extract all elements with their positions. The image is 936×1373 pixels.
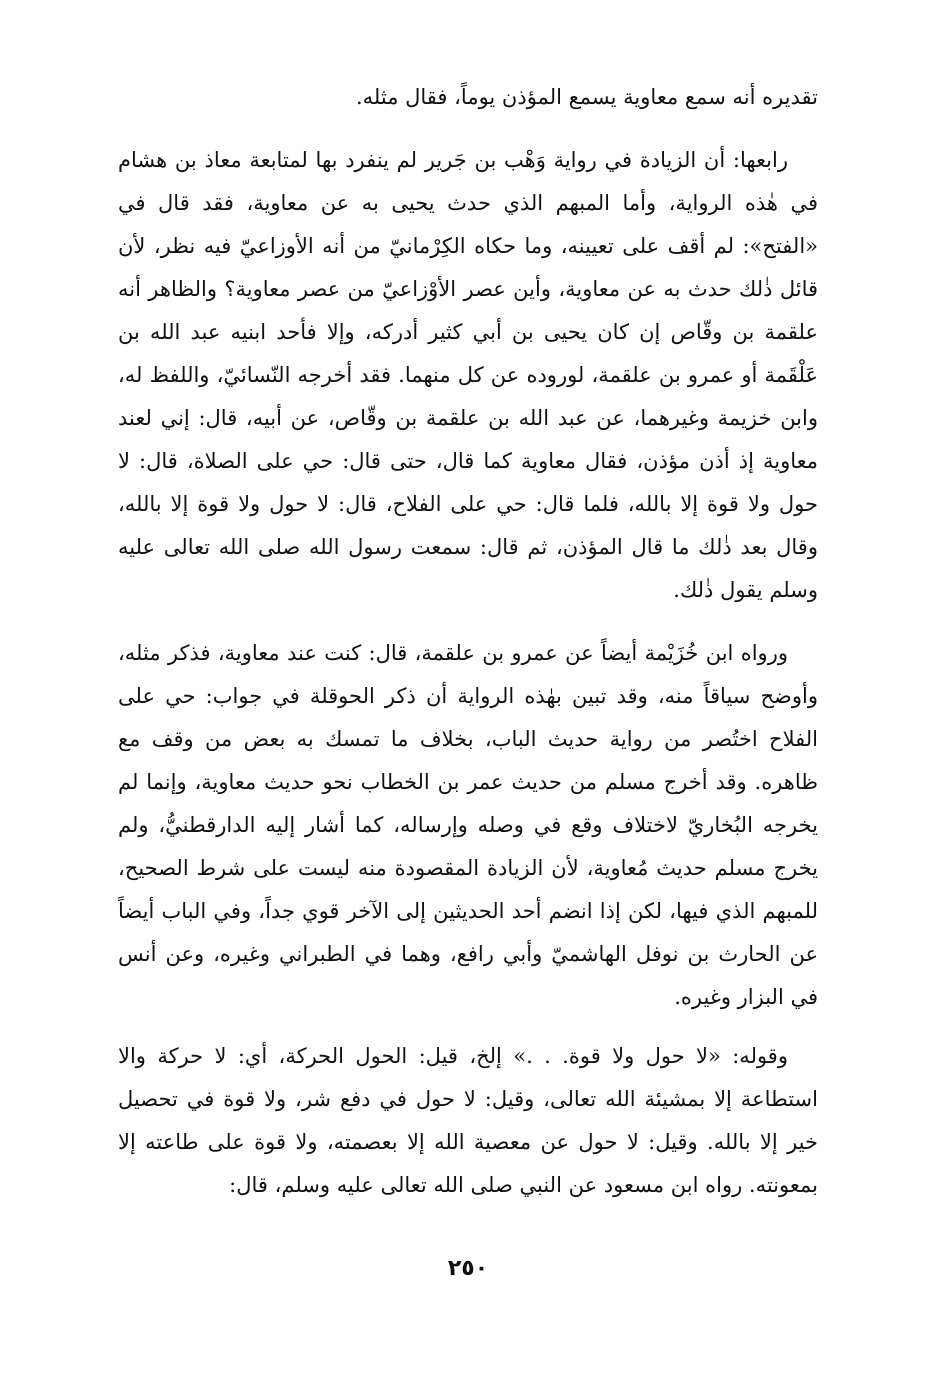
paragraph-la-hawla: وقوله: «لا حول ولا قوة. . .» إلخ، قيل: الحول الحركة، أي: لا حركة والا استطاعة إلا بمشيئة الله تعالى، وقيل: لا حول في دفع شر، ولا قوة في تحصيل خير إلا بالله. وقيل: لا حول عن معصية الله إلا بعصمته، ولا قوة على طاعته إلا بمعونته. رواه ابن مسعود عن النبي صلى الله تعالى عليه وسلم، قال: <box>118 1044 818 1197</box>
paragraph-ibn-khuzaymah: ورواه ابن خُزَيْمة أيضاً عن عمرو بن علقمة، قال: كنت عند معاوية، فذكر مثله، وأوضح سياقاً منه، وقد تبين بهٰذه الرواية أن ذكر الحوقلة في جواب: حي على الفلاح اختُصر من رواية حديث الباب، بخلاف ما تمسك به بعض من وقف مع ظاهره. وقد أخرج مسلم من حديث عمر بن الخطاب نحو حديث معاوية، وإنما لم يخرجه البُخاريّ لاختلاف وقع في وصله وإرساله، كما أشار إليه الدارقطنيُّ، ولم يخرج مسلم حديث مُعاوية، لأن الزيادة المقصودة منه ليست على شرط الصحيح، للمبهم الذي فيها، لكن إذا انضم أحد الحديثين إلى الآخر قوي جداً، وفي الباب أيضاً عن الحارث بن نوفل الهاشميّ وأبي رافع، وهما في الطبراني وغيره، وعن أنس في البزار وغيره. <box>118 641 818 1009</box>
paragraph-continuation: تقديره أنه سمع معاوية يسمع المؤذن يوماً، فقال مثله. <box>356 85 818 109</box>
page-number: ٢٥٠ <box>447 1256 489 1281</box>
page-body <box>118 76 818 1207</box>
paragraph-rabiuha: رابعها: أن الزيادة في رواية وَهْب بن جَرير لم ينفرد بها لمتابعة معاذ بن هشام في هٰذه الرواية، وأما المبهم الذي حدث يحيى به عن معاوية، فقد قال في «الفتح»: لم أقف على تعيينه، وما حكاه الكِرْمانيّ من أنه الأوزاعيّ فيه نظر، لأن قائل ذٰلك حدث به عن معاوية، وأين عصر الأوْزاعيّ من عصر معاوية؟ والظاهر أنه علقمة بن وقّاص إن كان يحيى بن أبي كثير أدركه، وإلا فأحد ابنيه عبد الله بن عَلْقَمة أو عمرو بن علقمة، لوروده عن كل منهما. فقد أخرجه النّسائيّ، واللفظ له، وابن خزيمة وغيرهما، عن عبد الله بن علقمة بن وقّاص، عن أبيه، قال: إني لعند معاوية إذ أذن مؤذن، فقال معاوية كما قال، حتى قال: حي على الصلاة، قال: لا حول ولا قوة إلا بالله، فلما قال: حي على الفلاح، قال: لا حول ولا قوة إلا بالله، وقال بعد ذٰلك ما قال المؤذن، ثم قال: سمعت رسول الله صلى الله تعالى عليه وسلم يقول ذٰلك. <box>118 148 818 602</box>
